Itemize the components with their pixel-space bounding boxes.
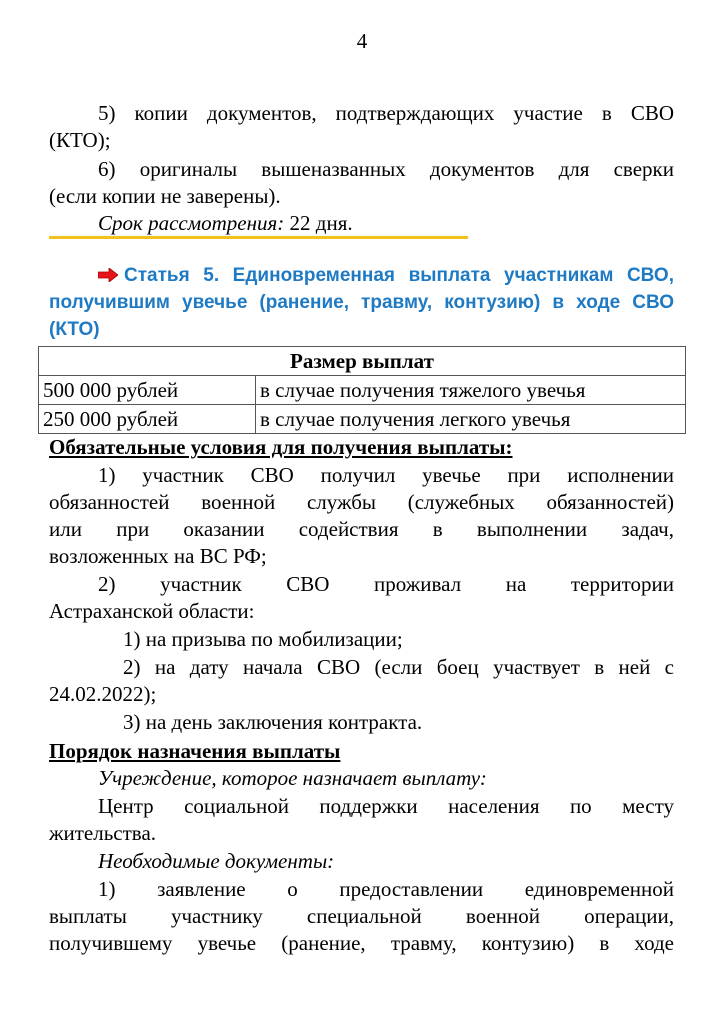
condition-2-line1: 2) участник СВО проживал на территории: [98, 572, 674, 596]
article-heading-line1: Статья 5. Единовременная выплата участникам СВО,: [49, 262, 674, 289]
subcondition-2-line2: 24.02.2022);: [49, 682, 157, 706]
item-6-line2: (если копии не заверены).: [49, 184, 281, 208]
payments-table: [38, 346, 686, 434]
review-period: [98, 210, 723, 237]
table-row: [39, 376, 686, 405]
condition-1-line1: 1) участник СВО получил увечье при исполнении: [98, 463, 674, 487]
institution-line2: жительства.: [49, 821, 157, 845]
institution-line1: Центр социальной поддержки населения по месту: [98, 794, 674, 818]
institution-label: Учреждение, которое назначает выплату:: [98, 766, 487, 790]
subcondition-1: 1) на призыва по мобилизации;: [123, 627, 403, 651]
conditions-heading: Обязательные условия для получения выплаты:: [49, 435, 513, 459]
table-row: [39, 405, 686, 434]
subcondition-3: 3) на день заключения контракта.: [123, 710, 423, 734]
documents-label: Необходимые документы:: [98, 849, 335, 873]
page-number: 4: [356, 29, 368, 53]
condition-2-line2: Астраханской области:: [49, 599, 255, 623]
review-period-value: 22 дня.: [284, 211, 353, 235]
article-heading: [49, 262, 674, 343]
payment-condition: в случае получения легкого увечья: [256, 405, 686, 434]
condition-1-line4: возложенных на ВС РФ;: [49, 544, 267, 568]
payment-amount: 500 000 рублей: [39, 376, 256, 405]
condition-1-line3: или при оказании содействия в выполнении задач,: [49, 517, 674, 541]
table-header-row: [39, 347, 686, 376]
document-1-line3: получившему увечье (ранение, травму, контузию) в ходе: [49, 931, 674, 955]
payment-amount: 250 000 рублей: [39, 405, 256, 434]
item-5-line2: (КТО);: [49, 128, 111, 152]
subcondition-2-line1: 2) на дату начала СВО (если боец участвует в ней с: [123, 655, 674, 679]
article-heading-line3: (КТО): [49, 319, 100, 340]
procedure-heading: Порядок назначения выплаты: [49, 739, 341, 763]
review-period-label: Срок рассмотрения:: [98, 211, 285, 235]
item-6-line1: 6) оригиналы вышеназванных документов для сверки: [98, 157, 674, 181]
item-5-line1: 5) копии документов, подтверждающих участие в СВО: [98, 101, 674, 125]
payment-condition: в случае получения тяжелого увечья: [256, 376, 686, 405]
article-heading-line2: получившим увечье (ранение, травму, контузию) в ходе СВО: [49, 292, 674, 313]
document-1-line2: выплаты участнику специальной военной операции,: [49, 904, 674, 928]
table-header: Размер выплат: [39, 347, 686, 376]
condition-1-line2: обязанностей военной службы (служебных обязанностей): [49, 490, 674, 514]
red-arrow-icon: [98, 268, 118, 282]
separator-line: [49, 236, 468, 239]
document-1-line1: 1) заявление о предоставлении единовременной: [98, 877, 674, 901]
